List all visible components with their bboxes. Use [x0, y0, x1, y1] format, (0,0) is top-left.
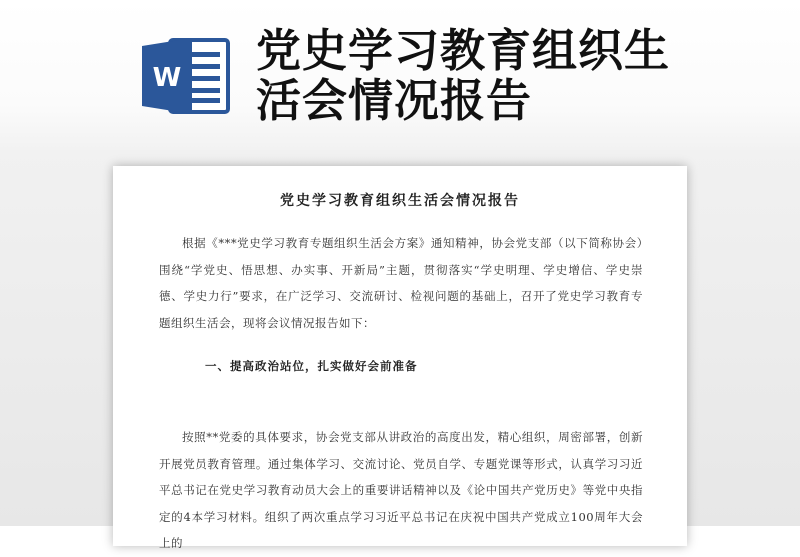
- svg-text:W: W: [152, 63, 182, 93]
- word-document-icon: [140, 34, 232, 118]
- paragraph-section-1: 按照**党委的具体要求，协会党支部从讲政治的高度出发，精心组织，周密部署，创新开展党员教育管理。通过集体学习、交流讨论、党员自学、专题党课等形式，认真学习习近平总书记在党史学习教育动员大会上的重要讲话精神以及《论中国共产党历史》等党中央指定的4本学习材料。组织了两次重点学习习近平总书记在庆祝中国共产党成立100周年大会上的: [159, 430, 643, 550]
- paragraph-intro: 根据《***党史学习教育专题组织生活会方案》通知精神，协会党支部（以下简称协会）围绕“学党史、悟思想、办实事、开新局”主题，贯彻落实“学史明理、学史增信、学史崇德、学史力行”要求，在广泛学习、交流研讨、检视问题的基础上，召开了党史学习教育专题组织生活会，现将会议情况报告如下：: [159, 236, 643, 330]
- banner-title: 党史学习教育组织生活会情况报告: [256, 24, 671, 127]
- document-title: 党史学习教育组织生活会情况报告: [280, 193, 520, 209]
- document-page: [113, 166, 687, 550]
- section-heading-1: 一、提高政治站位，扎实做好会前准备: [205, 359, 418, 373]
- header-banner: [0, 0, 800, 150]
